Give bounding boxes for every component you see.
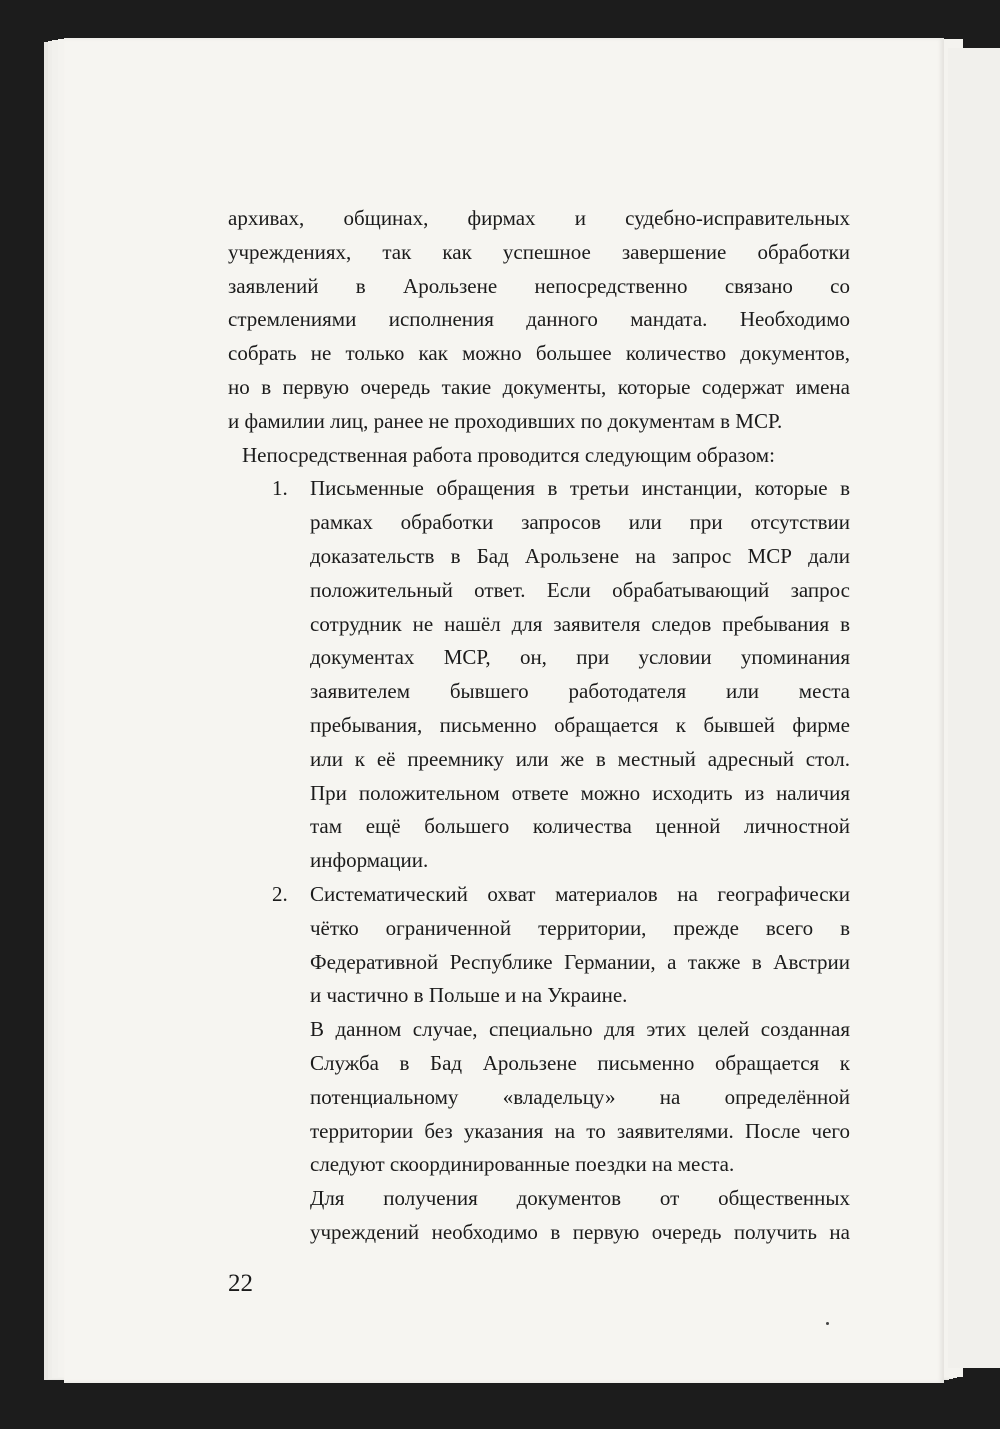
- text-line: Письменные обращения в третьи инстанции, которые в: [310, 476, 850, 501]
- page-number: 22: [228, 1270, 253, 1297]
- paragraph-documents: [228, 1182, 850, 1250]
- paper-speck: [826, 1322, 829, 1325]
- text-line: пребывания, письменно обращается к бывшей фирме: [310, 712, 850, 737]
- text-line: документах МСР, он, при условии упоминания: [310, 645, 850, 670]
- text-line: заявителем бывшего работодателя или места: [310, 679, 850, 704]
- text-line: чётко ограниченной территории, прежде всего в: [310, 915, 850, 940]
- text-line: Систематический охват материалов на географически: [310, 881, 850, 906]
- text-line: положительный ответ. Если обрабатывающий запрос: [310, 577, 850, 602]
- text-line: и частично в Польше и на Украине.: [310, 983, 628, 1008]
- text-line: и фамилии лиц, ранее не проходивших по документам в МСР.: [228, 408, 783, 433]
- text-line: Служба в Бад Арользене письменно обращается к: [310, 1050, 850, 1075]
- text-line: учреждений необходимо в первую очередь получить на: [310, 1219, 850, 1244]
- text-line: При положительном ответе можно исходить из наличия: [310, 780, 850, 805]
- text-line: информации.: [310, 848, 429, 873]
- list-number: 1.: [272, 476, 288, 501]
- text-line: учреждениях, так как успешное завершение обработки: [228, 239, 850, 264]
- text-line: там ещё большего количества ценной личностной: [310, 814, 850, 839]
- text-line: территории без указания на то заявителями. После чего: [310, 1118, 850, 1143]
- text-line: заявлений в Арользене непосредственно связано со: [228, 273, 850, 298]
- text-line: Для получения документов от общественных: [310, 1186, 850, 1211]
- text-line: собрать не только как можно большее количество документов,: [228, 341, 850, 366]
- text-line: стремлениями исполнения данного мандата. Необходимо: [228, 307, 850, 332]
- list-item-1: [228, 472, 850, 878]
- intro-line: Непосредственная работа проводится следующим образом:: [242, 442, 775, 467]
- text-line: В данном случае, специально для этих целей созданная: [310, 1017, 850, 1042]
- paragraph-service: [228, 1013, 850, 1182]
- text-line: потенциальному «владельцу» на определённой: [310, 1084, 850, 1109]
- text-line: но в первую очередь такие документы, которые содержат имена: [228, 374, 850, 399]
- paragraph-archives: [228, 202, 850, 439]
- text-line: следуют скоординированные поездки на места.: [310, 1152, 735, 1177]
- text-line: доказательств в Бад Арользене на запрос МСР дали: [310, 543, 850, 568]
- list-number: 2.: [272, 881, 288, 906]
- text-line: архивах, общинах, фирмах и судебно-исправительных: [228, 206, 850, 230]
- list-item-2: [228, 878, 850, 1013]
- page-body-text: [228, 202, 850, 1250]
- text-line: Федеративной Республике Германии, а также в Австрии: [310, 949, 850, 974]
- text-line: сотрудник не нашёл для заявителя следов пребывания в: [310, 611, 850, 636]
- text-line: или к её преемнику или же в местный адресный стол.: [310, 746, 850, 771]
- facing-page-edge: [948, 48, 1000, 1368]
- text-line: рамках обработки запросов или при отсутствии: [310, 510, 850, 535]
